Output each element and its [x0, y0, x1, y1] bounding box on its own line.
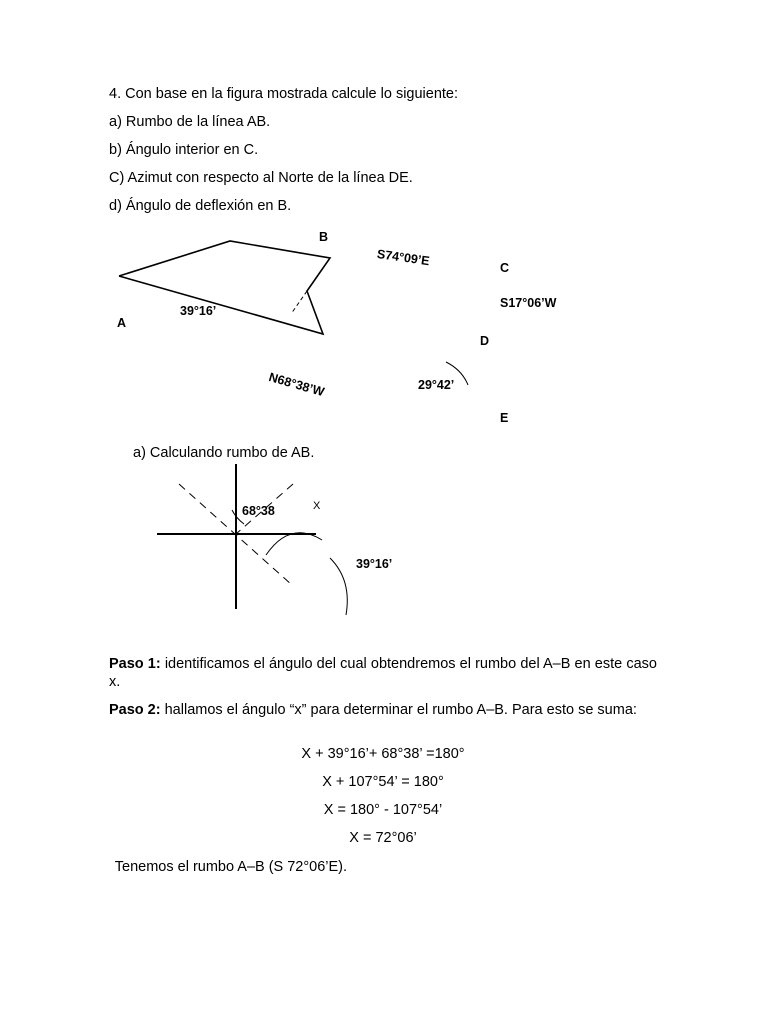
step-1 [109, 655, 657, 691]
section-a-heading: a) Calculando rumbo de AB. [133, 445, 315, 461]
equation-2: X + 107°54’ = 180° [322, 774, 444, 790]
question-c: C) Azimut con respecto al Norte de la línea DE. [109, 170, 413, 186]
point-c-label: C [500, 261, 510, 275]
angle-68-label: 68°38 [242, 504, 275, 518]
angle-x-arc [266, 533, 322, 555]
angle-39-arc [330, 558, 347, 615]
point-e-label: E [500, 411, 509, 425]
step-1-text: identificamos el ángulo del cual obtendremos el rumbo del A–B en este caso x. [109, 656, 657, 690]
step-2-text: hallamos el ángulo “x” para determinar el rumbo A–B. Para esto se suma: [160, 702, 637, 718]
bearing-cd-label: S17°06’W [500, 296, 557, 310]
bearing-bc-label: S74°09’E [376, 247, 431, 269]
traverse-polygon [119, 241, 330, 334]
bearing-ab-label: N68°38’W [267, 370, 326, 400]
x-label: X [313, 500, 321, 512]
equation-1: X + 39°16’+ 68°38’ =180° [301, 746, 465, 762]
question-b: b) Ángulo interior en C. [109, 142, 259, 158]
point-d-label: D [480, 334, 490, 348]
problem-statement: 4. Con base en la figura mostrada calcule lo siguiente: [109, 86, 459, 102]
question-d: d) Ángulo de deflexión en B. [109, 198, 292, 214]
angle-d-label: 29°42’ [418, 378, 455, 392]
question-a: a) Rumbo de la línea AB. [109, 114, 271, 130]
angle-39-label: 39°16’ [356, 557, 393, 571]
point-b-label: B [319, 230, 329, 244]
equation-3: X = 180° - 107°54’ [323, 802, 443, 818]
step-1-title: Paso 1: [109, 656, 161, 672]
conclusion: Tenemos el rumbo A–B (S 72°06’E). [111, 859, 348, 875]
step-2-title: Paso 2: [109, 702, 161, 718]
equation-4: X = 72°06’ [349, 830, 417, 846]
step-2 [109, 701, 657, 719]
angle-dash [291, 291, 307, 314]
angle-a-label: 39°16’ [180, 304, 217, 318]
point-a-label: A [117, 316, 127, 330]
